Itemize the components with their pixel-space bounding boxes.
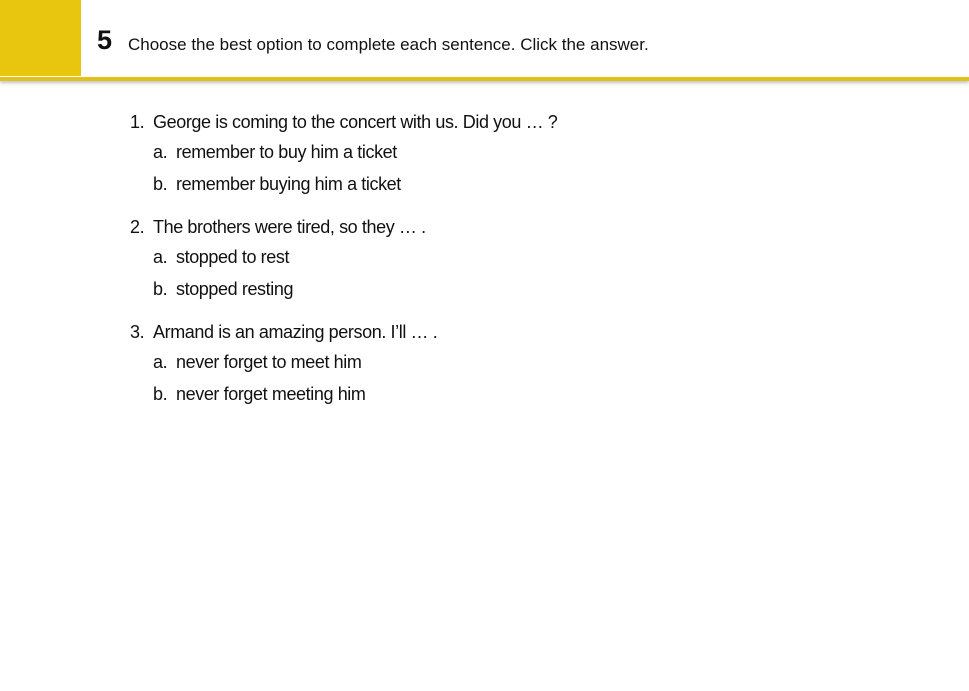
answer-option-3b[interactable] [130, 378, 890, 410]
answer-option-1b[interactable] [130, 168, 890, 200]
question-1 [130, 108, 890, 200]
question-prompt [130, 108, 890, 136]
option-letter: b. [153, 383, 168, 404]
question-text: George is coming to the concert with us. Did you … ? [153, 111, 558, 132]
question-number: 1. [130, 111, 145, 132]
option-text[interactable]: remember buying him a ticket [176, 173, 401, 194]
exercise-header [0, 0, 969, 80]
option-text[interactable]: remember to buy him a ticket [176, 141, 397, 162]
answer-option-2b[interactable] [130, 273, 890, 305]
question-text: The brothers were tired, so they … . [153, 216, 426, 237]
question-number: 3. [130, 321, 145, 342]
header-divider [0, 77, 969, 81]
option-letter: b. [153, 278, 168, 299]
option-text[interactable]: never forget meeting him [176, 383, 366, 404]
exercise-number: 5 [97, 25, 113, 55]
question-prompt [130, 213, 890, 241]
option-letter: a. [153, 141, 168, 162]
option-text[interactable]: stopped resting [176, 278, 294, 299]
answer-option-3a[interactable] [130, 346, 890, 378]
instruction-text: Choose the best option to complete each sentence. Click the answer. [128, 35, 649, 54]
accent-block [0, 0, 81, 76]
answer-option-1a[interactable] [130, 136, 890, 168]
option-letter: a. [153, 351, 168, 372]
option-text[interactable]: stopped to rest [176, 246, 290, 267]
question-text: Armand is an amazing person. I’ll … . [153, 321, 438, 342]
option-text[interactable]: never forget to meet him [176, 351, 362, 372]
question-3 [130, 318, 890, 410]
question-number: 2. [130, 216, 145, 237]
question-2 [130, 213, 890, 305]
option-letter: a. [153, 246, 168, 267]
question-list [130, 108, 890, 423]
question-prompt [130, 318, 890, 346]
option-letter: b. [153, 173, 168, 194]
answer-option-2a[interactable] [130, 241, 890, 273]
